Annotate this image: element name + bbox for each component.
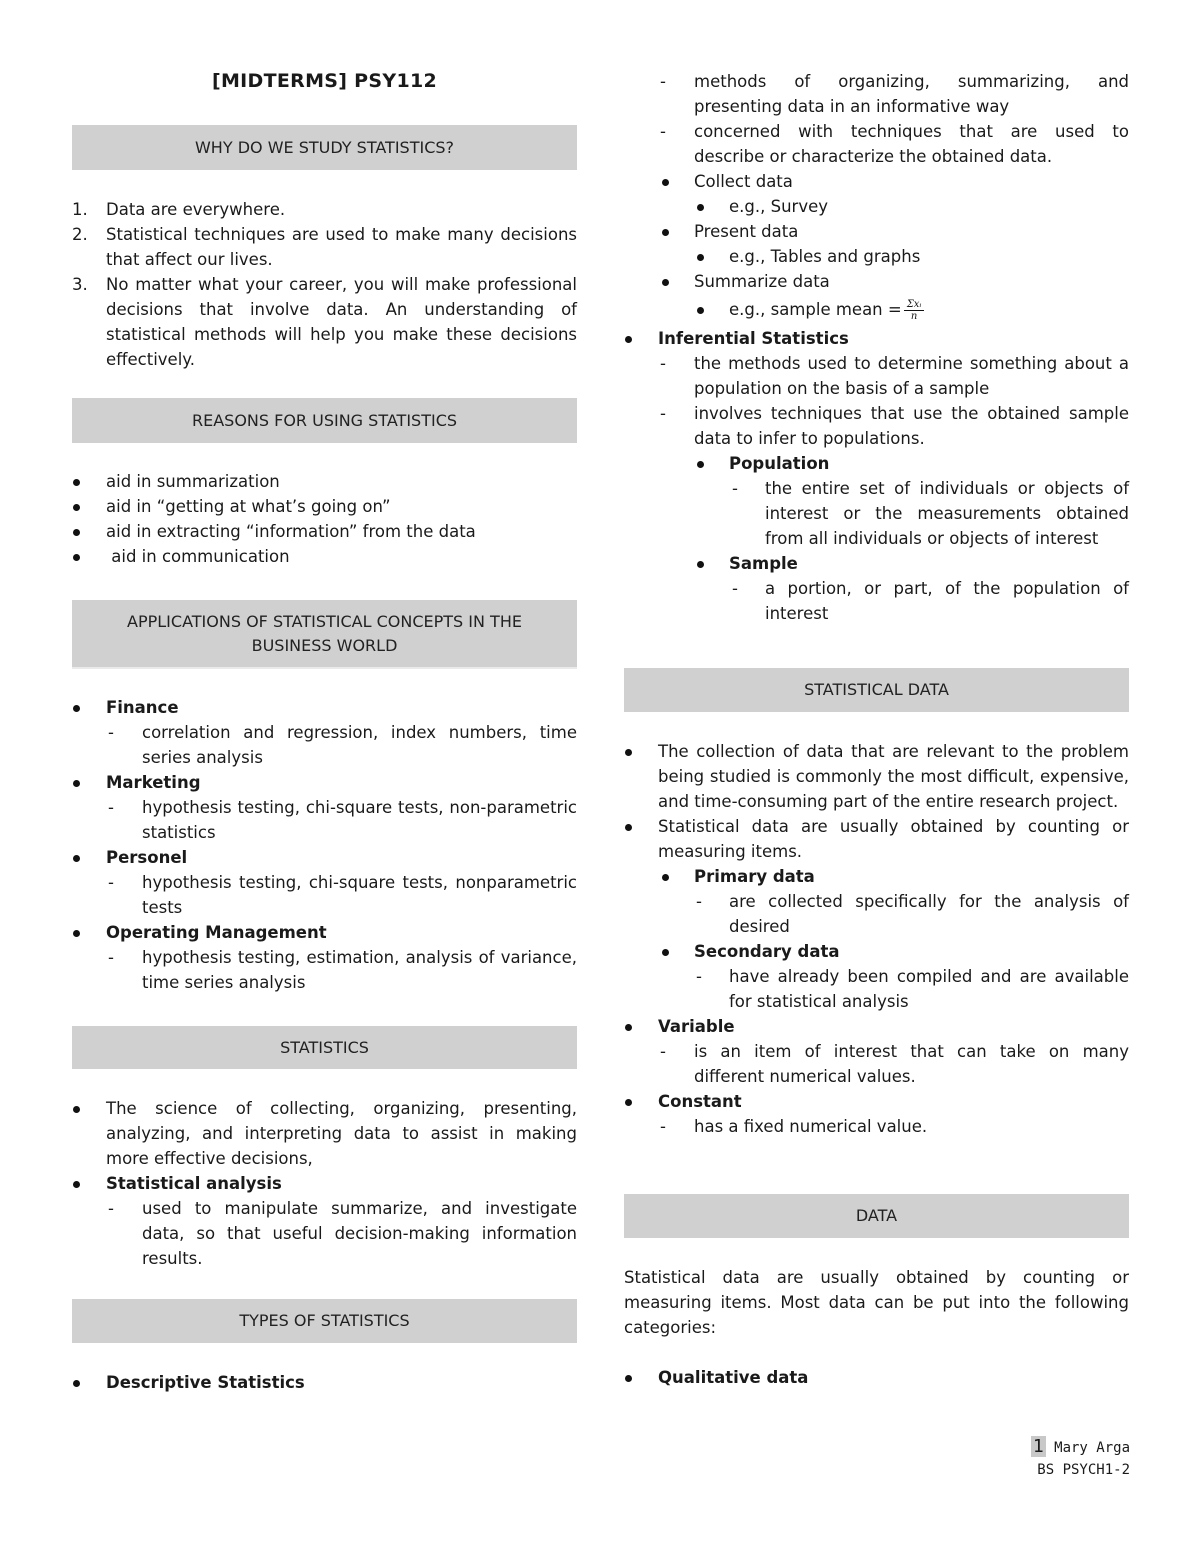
bullet-icon (73, 705, 80, 712)
list-item: 1. Data are everywhere. (72, 200, 286, 219)
bullet-icon (625, 1375, 632, 1382)
list-item: Constant (624, 1089, 1129, 1114)
list-item: - methods of organizing, summarizing, and presenting data in an informative way (660, 72, 1129, 116)
list-item: - have already been compiled and are available for statistical analysis (696, 967, 1129, 1011)
bullet-icon (662, 874, 669, 881)
bullet-icon (625, 824, 632, 831)
list-item: - the methods used to determine something about a population on the basis of a sample (660, 354, 1129, 398)
list-item: - the entire set of individuals or objects of interest or the measurements obtained from all individuals or objects of interest (732, 479, 1129, 548)
bullet-icon (662, 949, 669, 956)
list-item: - has a fixed numerical value. (660, 1117, 928, 1136)
list-item: aid in “getting at what’s going on” (72, 494, 577, 519)
data-list (624, 1365, 1129, 1390)
list-item: Marketing (72, 770, 577, 795)
list-item: - involves techniques that use the obtained sample data to infer to populations. (660, 404, 1129, 448)
list-item: - are collected specifically for the analysis of desired (696, 892, 1129, 936)
bullet-icon (73, 529, 80, 536)
list-item: The science of collecting, organizing, presenting, analyzing, and interpreting data to assist in making more effective decisions, (72, 1096, 577, 1171)
bullet-icon (73, 504, 80, 511)
list-item: Descriptive Statistics (72, 1370, 577, 1395)
bullet-icon (697, 561, 704, 568)
section-header-data: DATA (624, 1194, 1129, 1238)
list-item: Statistical data are usually obtained by counting or measuring items. (624, 814, 1129, 864)
page-footer (1031, 1436, 1130, 1481)
list-item: e.g., Survey (624, 194, 1129, 219)
list-item: - hypothesis testing, chi-square tests, non-parametric statistics (108, 798, 577, 842)
list-item: Finance (72, 695, 577, 720)
list-item: - a portion, or part, of the population of interest (732, 579, 1129, 623)
bullet-icon (73, 930, 80, 937)
list-item: aid in communication (72, 544, 577, 569)
bullet-icon (662, 279, 669, 286)
statistical-data-list (624, 739, 1129, 1139)
list-item: Variable (624, 1014, 1129, 1039)
list-item: 2. Statistical techniques are used to make many decisions that affect our lives. (72, 225, 577, 269)
list-item: e.g., sample mean = $\frac{\text{Σxᵢ}}{n}$ (624, 294, 1129, 326)
section-header-types: TYPES OF STATISTICS (72, 1299, 577, 1343)
list-item: - concerned with techniques that are used to describe or characterize the obtained data. (660, 122, 1129, 166)
bullet-icon (697, 461, 704, 468)
bullet-icon (73, 1106, 80, 1113)
footer-line-1 (1031, 1436, 1130, 1459)
bullet-icon (625, 1024, 632, 1031)
page-number: 1 (1032, 1436, 1044, 1457)
bullet-icon (73, 1380, 80, 1387)
bullet-icon (73, 1181, 80, 1188)
section-header-statistical-data: STATISTICAL DATA (624, 668, 1129, 712)
bullet-icon (73, 554, 80, 561)
why-list (72, 197, 577, 372)
list-item: Primary data (624, 864, 1129, 889)
list-item: Qualitative data (624, 1365, 1129, 1390)
types-list (72, 1370, 577, 1395)
bullet-icon (73, 780, 80, 787)
section-header-reasons: REASONS FOR USING STATISTICS (72, 398, 577, 443)
author-name: Mary Arga (1054, 1440, 1130, 1456)
bullet-icon (697, 307, 704, 314)
list-item: The collection of data that are relevant to the problem being studied is commonly the most difficult, expensive, and time-consuming part of the entire research project. (624, 739, 1129, 814)
list-item: - hypothesis testing, chi-square tests, nonparametric tests (108, 873, 577, 917)
bullet-icon (697, 254, 704, 261)
list-item: Collect data (624, 169, 1129, 194)
list-item: - used to manipulate summarize, and investigate data, so that useful decision-making information results. (108, 1199, 577, 1268)
bullet-icon (73, 855, 80, 862)
list-item: Population (624, 451, 1129, 476)
bullet-icon (625, 1099, 632, 1106)
page-title: [MIDTERMS] PSY112 (211, 70, 438, 92)
sample-mean-formula: $\frac{\text{Σxᵢ}}{n}$ (904, 299, 925, 322)
applications-list (72, 695, 577, 995)
list-item: Personel (72, 845, 577, 870)
bullet-icon (73, 479, 80, 486)
list-item: - correlation and regression, index numbers, time series analysis (108, 723, 577, 767)
list-item: 3. No matter what your career, you will make professional decisions that involve data. An understanding of statistical methods will help you make these decisions effectively. (72, 275, 577, 369)
list-item: Operating Management (72, 920, 577, 945)
data-paragraph: Statistical data are usually obtained by counting or measuring items. Most data can be put into the following categories: (624, 1268, 1129, 1337)
list-item: Inferential Statistics (624, 326, 1129, 351)
reasons-list (72, 469, 577, 569)
list-item: Present data (624, 219, 1129, 244)
section-header-applications: APPLICATIONS OF STATISTICAL CONCEPTS IN THE BUSINESS WORLD (72, 600, 577, 669)
section-header-statistics: STATISTICS (72, 1026, 577, 1069)
types-continued (624, 69, 1129, 626)
statistics-list (72, 1096, 577, 1271)
list-item: aid in summarization (72, 469, 577, 494)
list-item: Sample (624, 551, 1129, 576)
bullet-icon (625, 336, 632, 343)
list-item: Summarize data (624, 269, 1129, 294)
course-label: BS PSYCH1-2 (1037, 1462, 1130, 1478)
list-item: Secondary data (624, 939, 1129, 964)
list-item: - hypothesis testing, estimation, analysis of variance, time series analysis (108, 948, 577, 992)
list-item: - is an item of interest that can take on many different numerical values. (660, 1042, 1129, 1086)
bullet-icon (662, 179, 669, 186)
bullet-icon (625, 749, 632, 756)
bullet-icon (697, 204, 704, 211)
list-item: Statistical analysis (72, 1171, 577, 1196)
bullet-icon (662, 229, 669, 236)
list-item: e.g., Tables and graphs (624, 244, 1129, 269)
list-item: aid in extracting “information” from the data (72, 519, 577, 544)
section-header-why: WHY DO WE STUDY STATISTICS? (72, 125, 577, 170)
